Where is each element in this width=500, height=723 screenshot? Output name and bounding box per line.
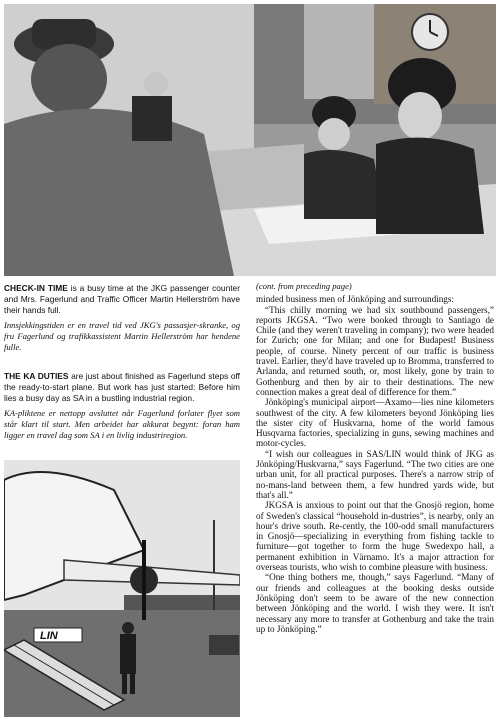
tail-logo-text: LIN (40, 630, 58, 642)
check-in-caption-english: is a busy time at the JKG passenger counter and Mrs. Fagerlund and Traffic Officer Martin Hellerström have their hands full. (4, 283, 240, 315)
airplane-photo-drawing (4, 460, 240, 717)
ka-duties-caption (4, 371, 240, 441)
article-paragraph-1: minded business men of Jönköping and surroundings: (256, 294, 455, 305)
check-in-photo (4, 4, 496, 276)
article-paragraph-6: “One thing bothers me, though,” says Fagerlund. “Many of our friends and colleagues at the booking desks outside Jönköping don't seem to be aware of the new connection between Jönköping and the world. I wish they were. It isn't necessary any more to transfer at Gothenburg and take the train up to Jönköping.” (256, 572, 494, 634)
check-in-photo-drawing (4, 4, 496, 276)
airplane-photo (4, 460, 240, 717)
continued-note: (cont. from preceding page) (256, 281, 352, 291)
article-column (256, 281, 494, 634)
ka-duties-caption-lead: THE KA DUTIES (4, 371, 69, 381)
ka-duties-caption-english: are just about finished as Fagerlund steps off the ready-to-start plane. But work has just started: Before him lies a busy day as SA in a bustling industrial region. (4, 371, 241, 403)
check-in-caption-swedish: Innsjekkingstiden er en travel tid ved JKG's passasjer-skranke, og fru Fagerlund og trafikkassistent Martin Hellerström har hendene fulle. (4, 320, 240, 352)
article-paragraph-4: “I wish our colleagues in SAS/LIN would think of JKG as Jönköping/Huskvarna,” says Fagerlund. “The two cities are one urban unit, for all practical purposes. There's a narrow strip of no-mans-land between them, a few hundred yards wide, but that's all.” (256, 448, 494, 500)
article-paragraph-3: Jönköping's municipal airport—Axamo—lies nine kilometers southwest of the city. A few kilometers beyond Jönköping lies the sister city of Huskvarna, home of the world famous Husqvarna factories, specializing in guns, sewing machines and motor-cycles. (256, 397, 494, 449)
ka-duties-caption-swedish: KA-pliktene er nettopp avsluttet når Fagerlund forlater flyet som står klart til start. Men arbeidet har akkurat begynt: foran ham ligger en travel dag som SA i en livlig industriregion. (4, 408, 240, 440)
article-paragraph-5: JKGSA is anxious to point out that the Gnosjö region, home of Sweden's classical “household in-dustries”, is nearby, only an hour's drive south. Re-cently, the 100-odd small manufacturers in Gnosjö—specializing in everything from fishing tackle to furniture—got together to form the huge Swedexpo hall, a permanent exhibition in Värnamo. It's a major attraction for overseas tourists, who wish to combine pleasure with business. (256, 500, 494, 573)
check-in-caption (4, 283, 240, 353)
article-paragraph-2: “This chilly morning we had six southbound passengers,” reports JKGSA. “Two were booked through to Santiago de Chile (and they weren't traveling in company); two were headed for Zurich; one for Milan; and one for Budapest! Business people, of course. Ninety percent of our traffic is business travel. Earlier, they'd have traveled up to Bromma, transferred to Arlanda, and returned south, or, most likely, gone by train to Gothenburg and then by air to their destinations. The new connection makes a great deal of difference for them.” (256, 304, 494, 397)
check-in-caption-lead: CHECK-IN TIME (4, 283, 68, 293)
